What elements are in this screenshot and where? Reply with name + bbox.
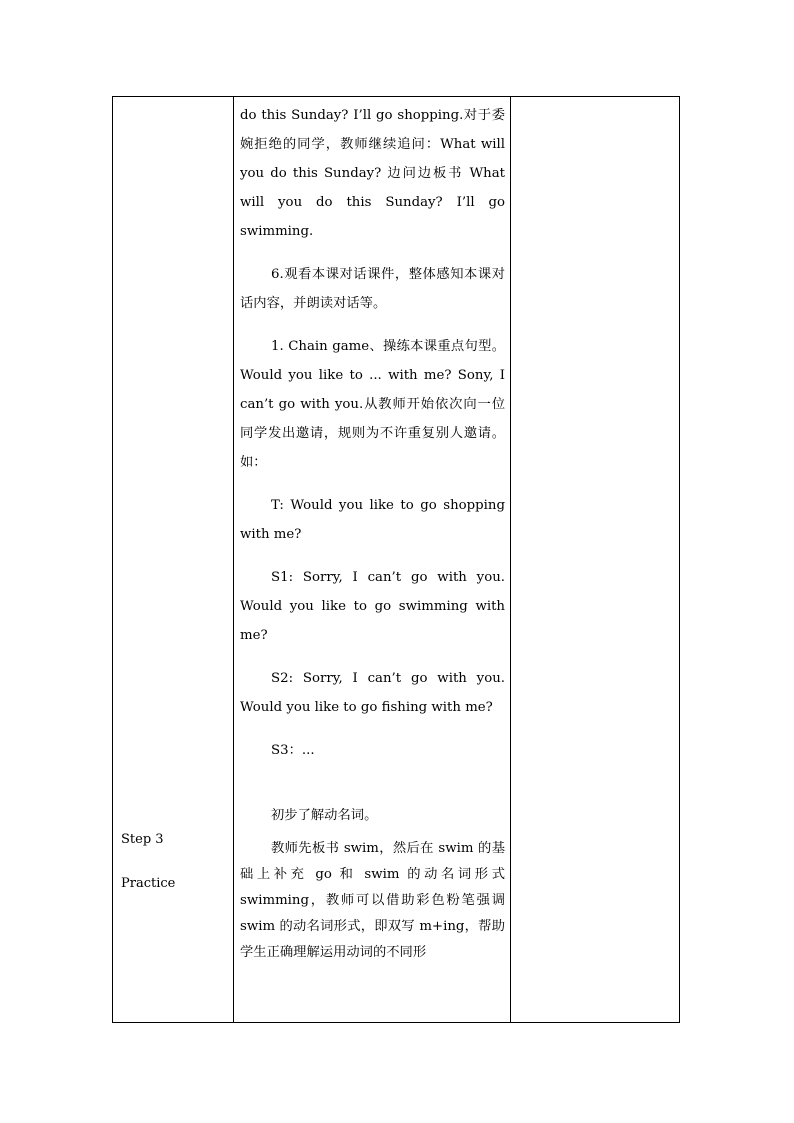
content-paragraph: T: Would you like to go shopping with me? xyxy=(240,498,505,542)
content-paragraph: 1. Chain game、操练本课重点句型。Would you like to ... with me? Sony, I can’t go with you.从教师开始依次向一位同学发出邀请，规则为不许重复别人邀请。如： xyxy=(240,339,505,470)
content-paragraph: 6.观看本课对话课件，整体感知本课对话内容，并朗读对话等。 xyxy=(240,267,505,311)
content-paragraph: 初步了解动名词。 xyxy=(271,808,378,823)
stage-label: Practice xyxy=(121,876,176,891)
content-paragraph: 教师先板书 swim，然后在 swim 的基础上补充 go 和 swim 的动名词形式 swimming，教师可以借助彩色粉笔强调 swim 的动名词形式，即双写 m+ing，帮助学生正确理解运用动词的不同形 xyxy=(240,841,505,960)
content-paragraph: do this Sunday? I’ll go shopping.对于委婉拒绝的同学，教师继续追问：What will you do this Sunday? 边问边板书 What will you do this Sunday? I’ll go swimming. xyxy=(240,108,505,239)
content-column xyxy=(240,101,505,980)
content-paragraph: S2: Sorry, I can’t go with you. Would you like to go fishing with me? xyxy=(240,671,505,715)
column-divider-1 xyxy=(233,97,234,1022)
step-column xyxy=(121,829,221,917)
content-paragraph: S1: Sorry, I can’t go with you. Would you like to go swimming with me? xyxy=(240,570,505,643)
content-paragraph: S3：... xyxy=(271,743,315,758)
lesson-plan-table xyxy=(112,96,680,1023)
step-label: Step 3 xyxy=(121,832,164,847)
column-divider-2 xyxy=(510,97,511,1022)
